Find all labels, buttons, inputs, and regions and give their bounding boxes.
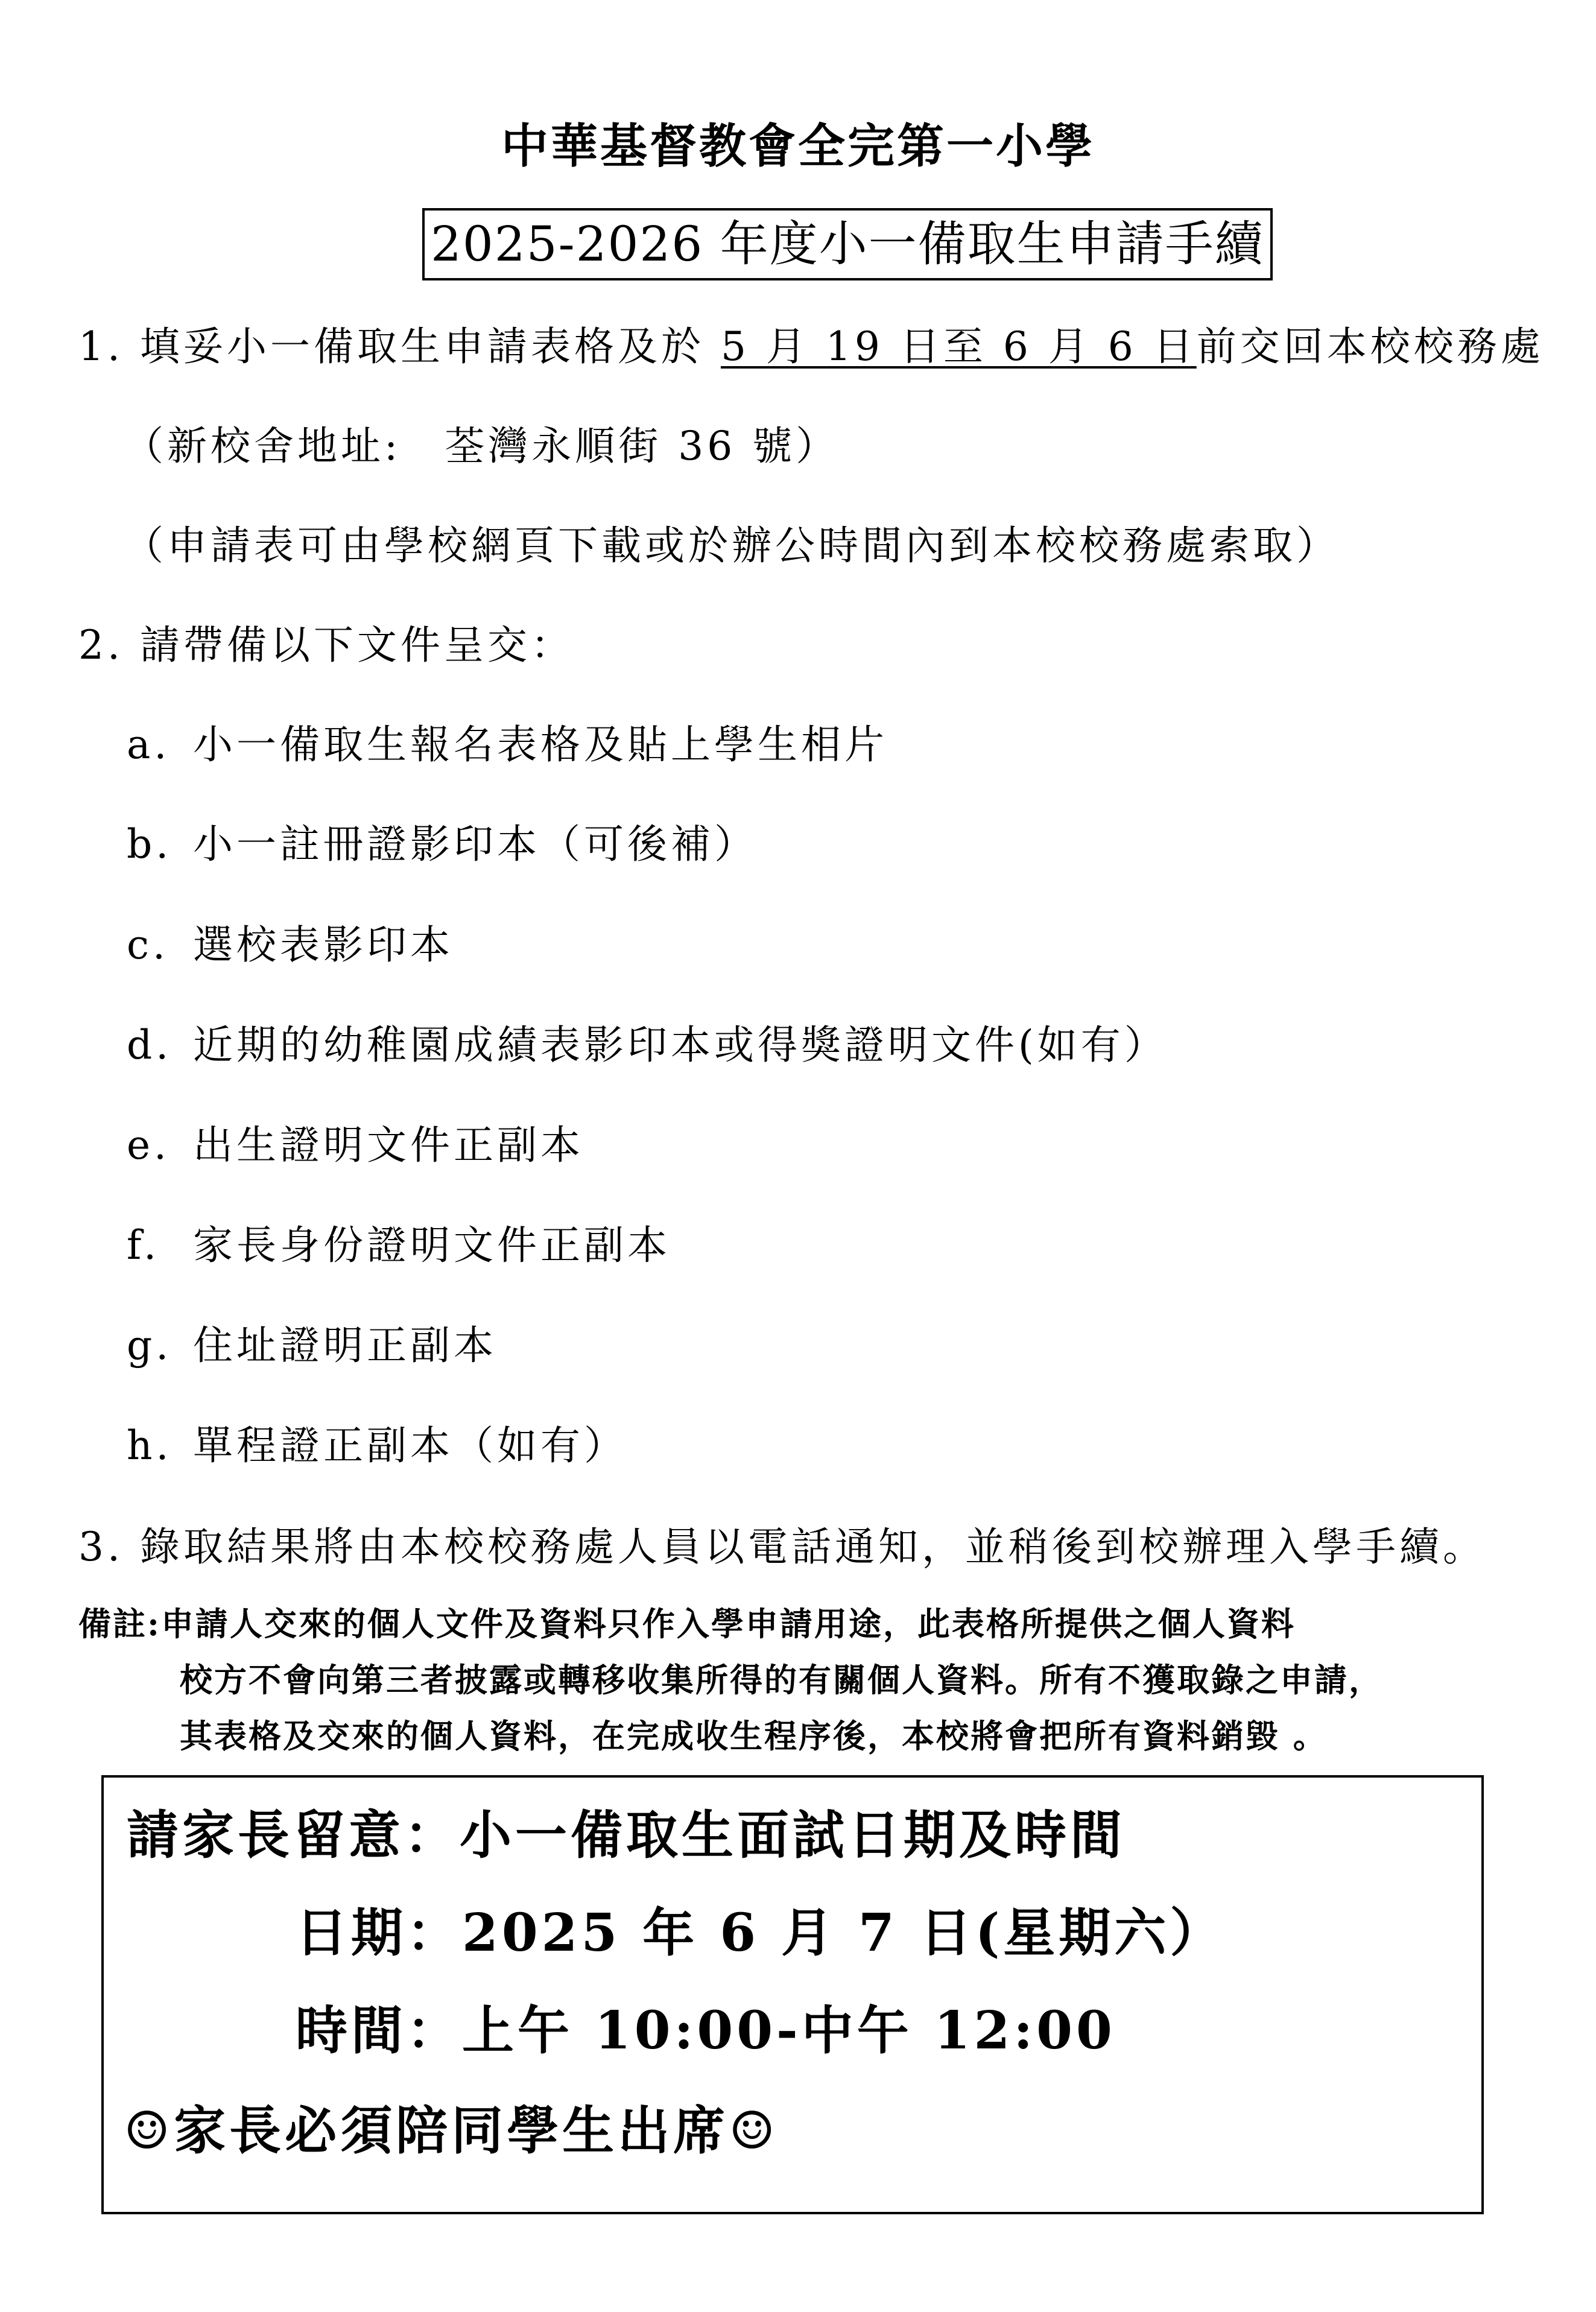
parent-attendance-reminder: ☺家長必須陪同學生出席☺ xyxy=(124,2100,779,2161)
step1-line xyxy=(78,320,1544,374)
step1-suffix: 前交回本校校務處 xyxy=(1196,323,1544,370)
document-item-letter: h. xyxy=(127,1422,173,1469)
remark-line-3: 其表格及交來的個人資料，在完成收生程序後，本校將會把所有資料銷毀 。 xyxy=(180,1717,1328,1755)
step1-form-note: （申請表可由學校網頁下載或於辦公時間內到本校校務處索取） xyxy=(124,522,1340,569)
document-item-a xyxy=(127,718,888,772)
document-item-h xyxy=(127,1419,627,1473)
document-item-f xyxy=(127,1218,671,1273)
document-item-letter: d. xyxy=(127,1022,173,1068)
step3-text: 3. 錄取結果將由本校校務處人員以電話通知，並稍後到校辦理入學手續。 xyxy=(78,1524,1486,1570)
step1-address: （新校舍地址: 荃灣永順街 36 號） xyxy=(124,423,840,469)
step1-deadline: 5 月 19 日至 6 月 6 日 xyxy=(720,323,1197,370)
document-item-text: 住址證明正副本 xyxy=(193,1322,497,1369)
page-title: 2025-2026 年度小一備取生申請手續 xyxy=(422,208,1273,280)
step1-prefix: 1. 填妥小一備取生申請表格及於 xyxy=(78,323,721,370)
document-item-text: 單程證正副本（如有） xyxy=(193,1422,627,1469)
interview-heading: 請家長留意：小一備取生面試日期及時間 xyxy=(127,1805,1126,1866)
document-item-d xyxy=(127,1018,1168,1072)
document-item-letter: a. xyxy=(127,721,171,768)
document-item-g xyxy=(127,1319,497,1373)
document-item-text: 小一註冊證影印本（可後補） xyxy=(193,821,758,867)
document-item-b xyxy=(127,817,758,872)
document-item-letter: g. xyxy=(127,1322,173,1369)
document-item-c xyxy=(127,918,454,972)
remark-text: 申請人交來的個人文件及資料只作入學申請用途，此表格所提供之個人資料 xyxy=(160,1604,1296,1643)
remark-line-1 xyxy=(78,1600,1296,1648)
document-item-text: 選校表影印本 xyxy=(193,922,454,968)
interview-date: 日期：2025 年 6 月 7 日(星期六） xyxy=(296,1902,1226,1963)
document-item-text: 小一備取生報名表格及貼上學生相片 xyxy=(193,721,888,768)
interview-time: 時間：上午 10:00-中午 12:00 xyxy=(296,2000,1116,2061)
step2-heading: 2. 請帶備以下文件呈交： xyxy=(78,622,574,668)
document-item-letter: c. xyxy=(127,922,169,968)
document-item-e xyxy=(127,1118,584,1173)
document-item-letter: e. xyxy=(127,1122,171,1168)
document-item-letter: b. xyxy=(127,821,173,867)
document-item-letter: f. xyxy=(127,1222,160,1268)
remark-label: 備註: xyxy=(78,1604,161,1643)
document-item-text: 出生證明文件正副本 xyxy=(193,1122,584,1168)
remark-line-2: 校方不會向第三者披露或轉移收集所得的有關個人資料。所有不獲取錄之申請， xyxy=(180,1661,1383,1699)
document-item-text: 家長身份證明文件正副本 xyxy=(193,1222,671,1268)
document-item-text: 近期的幼稚園成績表影印本或得獎證明文件(如有） xyxy=(193,1022,1168,1068)
school-name: 中華基督教會全完第一小學 xyxy=(501,119,1095,174)
